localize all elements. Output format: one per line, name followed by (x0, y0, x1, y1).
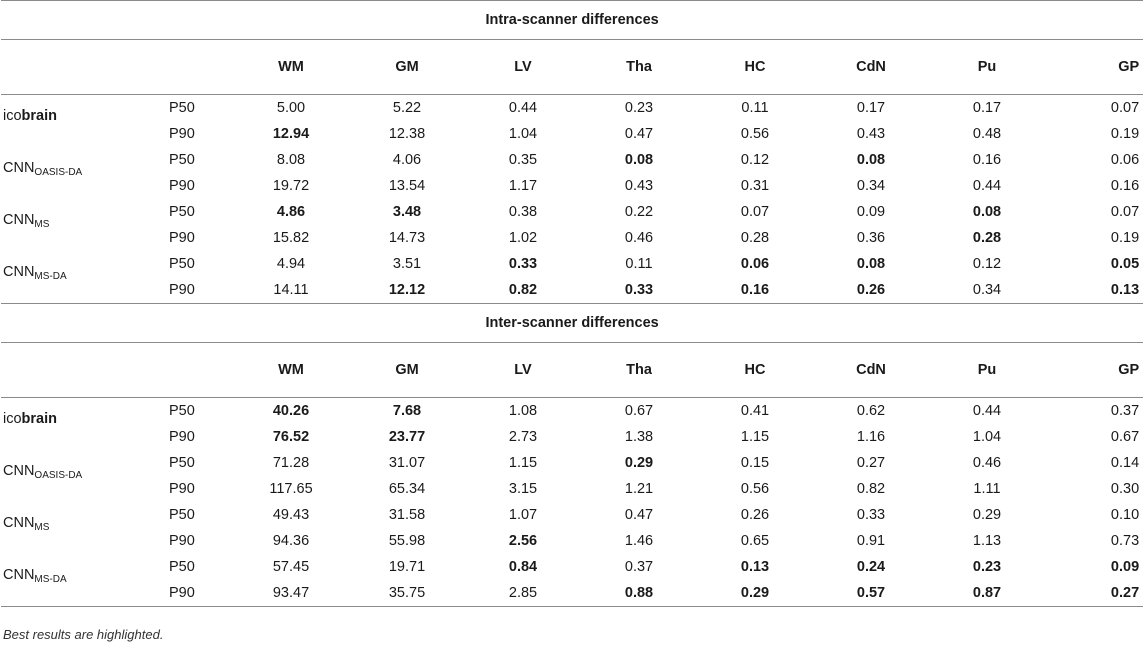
percentile-label: P50 (169, 455, 195, 471)
cell-gp: 0.19 (1110, 126, 1140, 142)
cell-pu: 0.46 (972, 455, 1002, 471)
column-header-lv: LV (465, 343, 581, 398)
inter-section-title-row (1, 304, 1143, 343)
cell-pu: 0.44 (972, 403, 1002, 419)
column-header-tha: Tha (581, 343, 697, 398)
cell-pu: 1.04 (972, 429, 1002, 445)
cell-gm: 13.54 (388, 178, 426, 194)
percentile-label: P50 (169, 559, 195, 575)
method-prefix: ico (3, 411, 22, 427)
cell-hc: 0.56 (740, 481, 770, 497)
cell-tha: 0.67 (624, 403, 654, 419)
cell-pu: 0.34 (929, 277, 1045, 304)
cell-tha: 0.29 (624, 455, 654, 471)
table-row (1, 173, 1143, 199)
cell-pu: 0.12 (972, 256, 1002, 272)
cell-lv: 0.44 (508, 100, 538, 116)
method-subscript: MS (34, 219, 50, 230)
cell-lv: 0.82 (465, 277, 581, 304)
column-header-gp: GP (1045, 40, 1143, 95)
cell-wm: 4.86 (276, 204, 306, 220)
cell-gm: 65.34 (388, 481, 426, 497)
cell-pu: 1.11 (973, 481, 1001, 497)
percentile-label: P90 (169, 533, 195, 549)
cell-pu: 0.08 (972, 204, 1002, 220)
cell-lv: 1.04 (508, 126, 538, 142)
cell-tha: 1.21 (624, 481, 654, 497)
method-name-cnn_ms (1, 502, 169, 554)
cell-gm: 14.73 (388, 230, 426, 246)
cell-wm: 4.94 (276, 256, 306, 272)
cell-cdn: 0.43 (856, 126, 886, 142)
method-name-cnn_ms (1, 199, 169, 251)
table-row (1, 225, 1143, 251)
cell-hc: 0.41 (740, 403, 770, 419)
intra-section-title-row (1, 1, 1143, 40)
cell-tha: 0.08 (624, 152, 654, 168)
cell-tha: 1.46 (624, 533, 654, 549)
cell-wm: 49.43 (272, 507, 310, 523)
method-bold: brain (21, 411, 57, 427)
table-row (1, 398, 1143, 425)
percentile-label: P50 (169, 507, 195, 523)
cell-pu: 0.16 (972, 152, 1002, 168)
cell-tha: 0.43 (624, 178, 654, 194)
cell-hc: 0.12 (740, 152, 770, 168)
cell-pu: 0.17 (972, 100, 1002, 116)
method-prefix: ico (3, 108, 22, 124)
column-header-hc: HC (697, 343, 813, 398)
cell-pu: 0.29 (972, 507, 1002, 523)
cell-tha: 0.47 (624, 126, 654, 142)
method-subscript: MS-DA (34, 574, 67, 585)
column-header-lv: LV (465, 40, 581, 95)
cell-tha: 0.88 (581, 580, 697, 607)
cell-gm: 23.77 (388, 429, 426, 445)
column-header-gm: GM (349, 343, 465, 398)
column-header-wm: WM (233, 343, 349, 398)
cell-cdn: 0.62 (856, 403, 886, 419)
column-header-wm: WM (233, 40, 349, 95)
cell-hc: 0.65 (740, 533, 770, 549)
cell-cdn: 0.26 (813, 277, 929, 304)
column-header-cdn: CdN (813, 40, 929, 95)
cell-cdn: 0.82 (856, 481, 886, 497)
column-header-gm: GM (349, 40, 465, 95)
cell-wm: 57.45 (272, 559, 310, 575)
cell-hc: 0.07 (740, 204, 770, 220)
cell-cdn: 0.33 (856, 507, 886, 523)
table-row (1, 554, 1143, 580)
cell-gp: 0.09 (1110, 559, 1140, 575)
method-base: CNN (3, 463, 35, 479)
results-table (1, 0, 1143, 607)
cell-gp: 0.73 (1110, 533, 1140, 549)
method-subscript: OASIS-DA (34, 167, 83, 178)
column-header-gp: GP (1045, 343, 1143, 398)
cell-lv: 3.15 (508, 481, 538, 497)
cell-cdn: 0.34 (856, 178, 886, 194)
method-base: CNN (3, 567, 35, 583)
cell-pu: 1.13 (972, 533, 1002, 549)
cell-hc: 0.15 (740, 455, 770, 471)
percentile-label: P90 (169, 481, 195, 497)
table-row (1, 95, 1143, 122)
cell-wm: 40.26 (272, 403, 310, 419)
method-subscript: MS-DA (34, 271, 67, 282)
cell-wm: 117.65 (269, 481, 313, 497)
table-row (1, 251, 1143, 277)
cell-wm: 12.94 (272, 126, 310, 142)
cell-wm: 93.47 (233, 580, 349, 607)
cell-lv: 1.02 (508, 230, 538, 246)
cell-gm: 31.07 (388, 455, 426, 471)
cell-gm: 5.22 (392, 100, 422, 116)
cell-tha: 1.38 (624, 429, 654, 445)
cell-tha: 0.22 (624, 204, 654, 220)
cell-lv: 0.84 (508, 559, 538, 575)
column-header-pu: Pu (929, 40, 1045, 95)
percentile-label: P50 (169, 256, 195, 272)
cell-gm: 7.68 (392, 403, 422, 419)
cell-hc: 0.26 (740, 507, 770, 523)
method-base: CNN (3, 264, 35, 280)
table-row (1, 476, 1143, 502)
cell-hc: 0.11 (741, 100, 769, 116)
cell-gp: 0.05 (1110, 256, 1140, 272)
table-row (1, 502, 1143, 528)
table-row (1, 528, 1143, 554)
percentile-label: P90 (169, 178, 195, 194)
method-name-icobrain (1, 398, 169, 451)
table-row (1, 121, 1143, 147)
method-base: CNN (3, 212, 35, 228)
table-row (1, 450, 1143, 476)
table-row (1, 277, 1143, 304)
cell-gp: 0.37 (1110, 403, 1140, 419)
cell-lv: 1.17 (508, 178, 538, 194)
cell-pu: 0.28 (972, 230, 1002, 246)
cell-gm: 3.48 (392, 204, 422, 220)
method-name-cnn_ms_da (1, 554, 169, 607)
cell-lv: 1.08 (508, 403, 538, 419)
intra-section-title: Intra-scanner differences (1, 1, 1143, 40)
cell-gm: 3.51 (392, 256, 422, 272)
cell-hc: 0.31 (740, 178, 770, 194)
cell-hc: 0.28 (740, 230, 770, 246)
table-row (1, 147, 1143, 173)
cell-tha: 0.33 (581, 277, 697, 304)
method-base: CNN (3, 160, 35, 176)
cell-gp: 0.19 (1110, 230, 1140, 246)
cell-cdn: 0.08 (856, 152, 886, 168)
cell-gp: 0.10 (1110, 507, 1140, 523)
cell-gm: 12.12 (349, 277, 465, 304)
cell-cdn: 0.08 (856, 256, 886, 272)
cell-wm: 76.52 (272, 429, 310, 445)
cell-tha: 0.23 (624, 100, 654, 116)
cell-gp: 0.67 (1110, 429, 1140, 445)
percentile-label: P50 (169, 403, 195, 419)
percentile-label: P90 (169, 429, 195, 445)
table-row (1, 580, 1143, 607)
method-base: CNN (3, 515, 35, 531)
cell-gm: 35.75 (349, 580, 465, 607)
percentile-label: P50 (169, 152, 195, 168)
method-subscript: MS (34, 522, 50, 533)
percentile-label: P90 (169, 230, 195, 246)
cell-lv: 2.73 (508, 429, 538, 445)
cell-wm: 19.72 (272, 178, 310, 194)
cell-gp: 0.14 (1110, 455, 1140, 471)
cell-cdn: 0.09 (856, 204, 886, 220)
cell-lv: 0.35 (508, 152, 538, 168)
cell-gm: 12.38 (388, 126, 426, 142)
cell-gp: 0.06 (1110, 152, 1140, 168)
cell-cdn: 0.91 (856, 533, 886, 549)
cell-cdn: 0.36 (856, 230, 886, 246)
cell-gp: 0.30 (1110, 481, 1140, 497)
column-header-tha: Tha (581, 40, 697, 95)
column-header-pu: Pu (929, 343, 1045, 398)
cell-gp: 0.27 (1045, 580, 1143, 607)
cell-hc: 0.06 (740, 256, 770, 272)
column-header-hc: HC (697, 40, 813, 95)
cell-wm: 15.82 (272, 230, 310, 246)
cell-lv: 1.07 (508, 507, 538, 523)
table-row (1, 424, 1143, 450)
table-row (1, 199, 1143, 225)
method-name-cnn_ms_da (1, 251, 169, 304)
cell-tha: 0.47 (624, 507, 654, 523)
percentile-label: P50 (169, 204, 195, 220)
cell-gp: 0.13 (1045, 277, 1143, 304)
cell-lv: 0.38 (508, 204, 538, 220)
cell-hc: 0.29 (697, 580, 813, 607)
cell-hc: 0.56 (740, 126, 770, 142)
cell-wm: 8.08 (276, 152, 306, 168)
method-name-cnn_oasis (1, 450, 169, 502)
cell-gp: 0.16 (1110, 178, 1140, 194)
cell-gm: 31.58 (388, 507, 426, 523)
cell-pu: 0.23 (972, 559, 1002, 575)
cell-lv: 0.33 (508, 256, 538, 272)
cell-pu: 0.87 (929, 580, 1045, 607)
cell-gp: 0.07 (1110, 100, 1140, 116)
cell-gm: 19.71 (388, 559, 426, 575)
method-bold: brain (21, 108, 57, 124)
cell-tha: 0.46 (624, 230, 654, 246)
cell-gp: 0.07 (1110, 204, 1140, 220)
cell-cdn: 0.17 (856, 100, 886, 116)
inter-section-title: Inter-scanner differences (1, 304, 1143, 343)
cell-cdn: 0.57 (813, 580, 929, 607)
cell-hc: 1.15 (740, 429, 770, 445)
cell-wm: 71.28 (272, 455, 310, 471)
footnote: Best results are highlighted. (3, 627, 164, 642)
cell-lv: 1.15 (508, 455, 538, 471)
cell-wm: 5.00 (276, 100, 306, 116)
percentile-label: P50 (169, 100, 195, 116)
cell-cdn: 0.27 (856, 455, 886, 471)
intra-header-row (1, 40, 1143, 95)
cell-gm: 55.98 (388, 533, 426, 549)
cell-pu: 0.44 (972, 178, 1002, 194)
cell-cdn: 0.24 (856, 559, 886, 575)
method-name-cnn_oasis (1, 147, 169, 199)
cell-gm: 4.06 (392, 152, 422, 168)
percentile-label: P90 (169, 126, 195, 142)
inter-header-row (1, 343, 1143, 398)
percentile-label: P90 (169, 277, 233, 304)
cell-tha: 0.11 (625, 256, 653, 272)
cell-lv: 2.85 (465, 580, 581, 607)
cell-hc: 0.16 (697, 277, 813, 304)
cell-lv: 2.56 (508, 533, 538, 549)
cell-tha: 0.37 (624, 559, 654, 575)
method-subscript: OASIS-DA (34, 470, 83, 481)
percentile-label: P90 (169, 580, 233, 607)
cell-hc: 0.13 (740, 559, 770, 575)
cell-wm: 14.11 (233, 277, 349, 304)
cell-cdn: 1.16 (856, 429, 886, 445)
column-header-cdn: CdN (813, 343, 929, 398)
cell-pu: 0.48 (972, 126, 1002, 142)
method-name-icobrain (1, 95, 169, 148)
cell-wm: 94.36 (272, 533, 310, 549)
